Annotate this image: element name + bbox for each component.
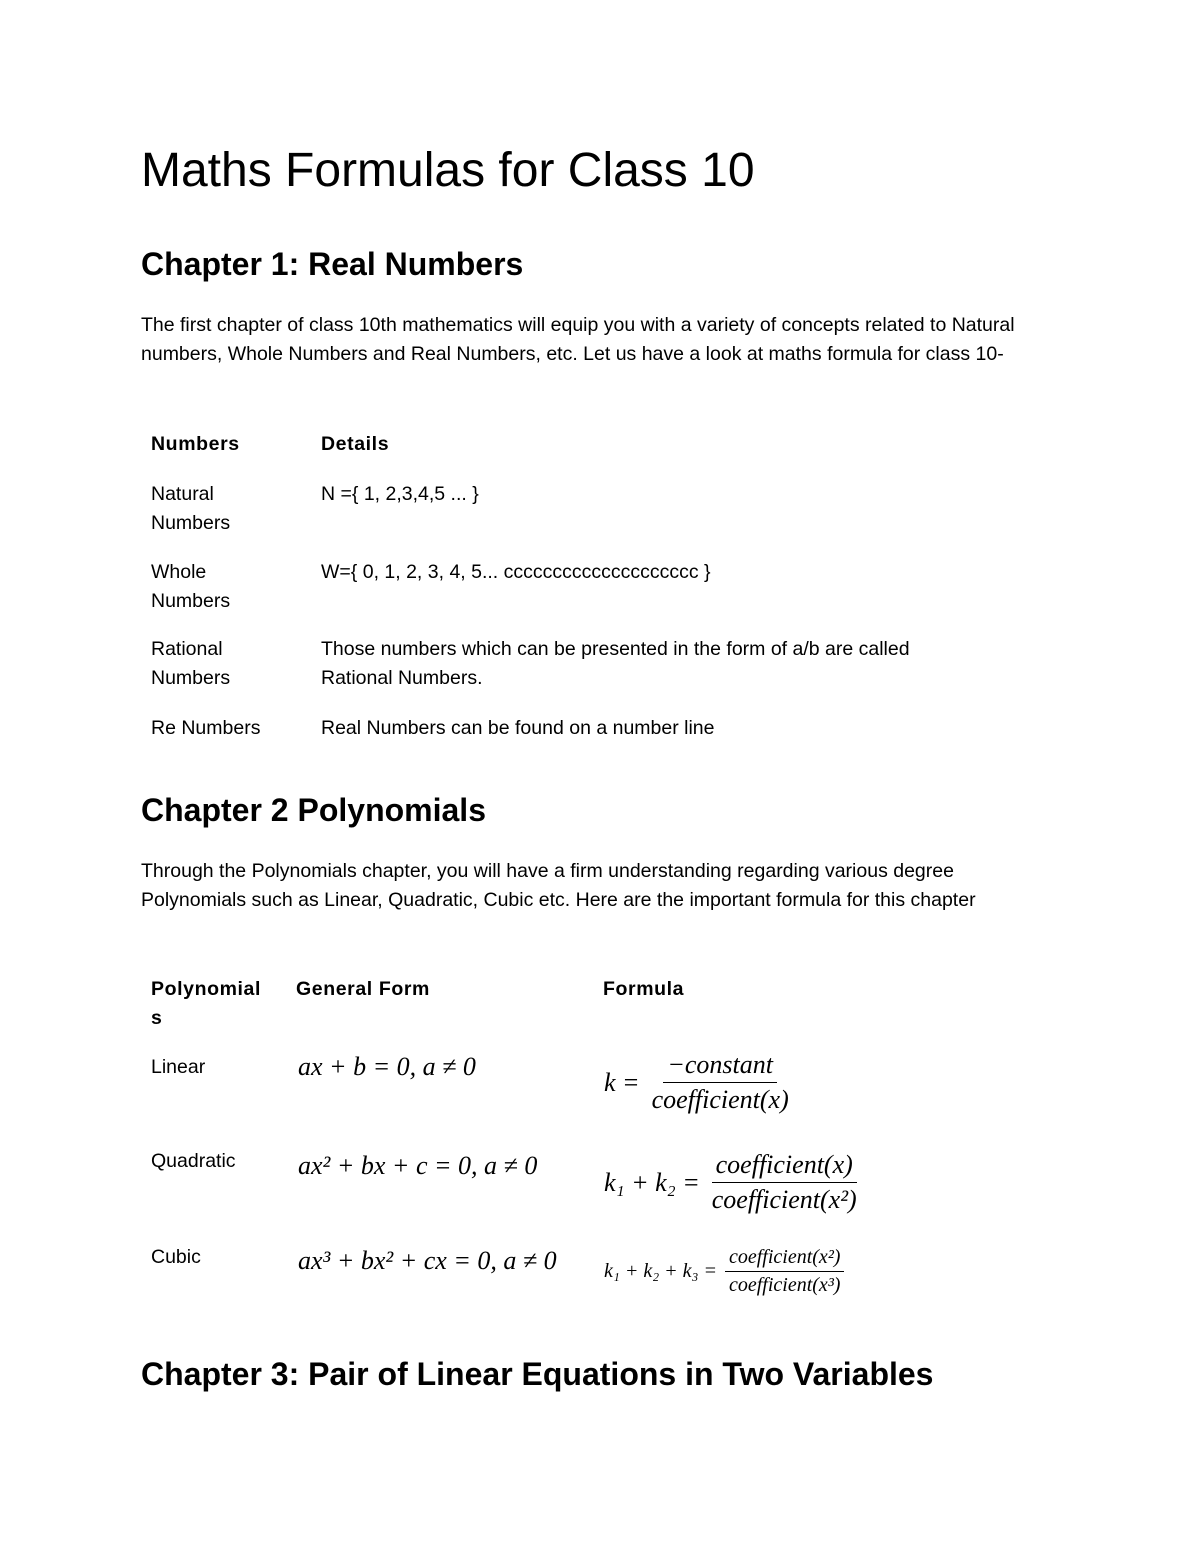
table-row-name: Quadratic <box>151 1150 236 1172</box>
table-row-name: Linear <box>151 1056 206 1078</box>
chapter-1-heading: Chapter 1: Real Numbers <box>141 246 524 282</box>
fraction-denominator: coefficient(x²) <box>711 1185 857 1214</box>
table-header-details: Details <box>321 433 390 455</box>
page-title: Maths Formulas for Class 10 <box>141 144 755 197</box>
table-row-name: Cubic <box>151 1246 201 1268</box>
fraction <box>725 1246 844 1297</box>
table-header-general-form: General Form <box>296 978 430 1000</box>
table-row-detail: W={ 0, 1, 2, 3, 4, 5... cccccccccccccccccccc } <box>321 561 711 583</box>
table-header-numbers: Numbers <box>151 433 240 455</box>
formula-quadratic <box>604 1150 861 1215</box>
fraction <box>708 1150 861 1215</box>
table-header-polynomials: Polynomial s <box>151 978 262 1029</box>
table-row-name: Whole Numbers <box>151 561 231 612</box>
fraction-numerator: coefficient(x²) <box>725 1246 844 1272</box>
chapter-2-intro: Through the Polynomials chapter, you will have a firm understanding regarding various degree Polynomials such as Linear, Quadratic, Cubic etc. Here are the important formula for this chapter <box>141 860 976 911</box>
fraction-denominator: coefficient(x) <box>651 1085 789 1114</box>
formula-lhs: k₁ + k₂ + k₃ = <box>604 1260 717 1282</box>
general-form-linear: ax + b = 0, a ≠ 0 <box>298 1052 476 1081</box>
chapter-3-heading: Chapter 3: Pair of Linear Equations in Two Variables <box>141 1356 934 1392</box>
formula-linear <box>604 1050 793 1115</box>
chapter-1-intro: The first chapter of class 10th mathematics will equip you with a variety of concepts related to Natural numbers, Whole Numbers and Real Numbers, etc. Let us have a look at maths formula for class 10- <box>141 314 1015 365</box>
table-row-name: Natural Numbers <box>151 483 231 534</box>
table-row-detail: N ={ 1, 2,3,4,5 ... } <box>321 483 479 505</box>
fraction-denominator: coefficient(x³) <box>728 1274 841 1296</box>
formula-lhs: k₁ + k₂ = <box>604 1167 700 1197</box>
chapter-2-heading: Chapter 2 Polynomials <box>141 792 486 828</box>
table-row-name: Re Numbers <box>151 717 261 739</box>
fraction <box>648 1050 793 1115</box>
table-row-detail: Those numbers which can be presented in the form of a/b are called Rational Numbers. <box>321 638 910 689</box>
formula-cubic <box>604 1246 844 1297</box>
general-form-quadratic: ax² + bx + c = 0, a ≠ 0 <box>298 1151 538 1180</box>
fraction-numerator: coefficient(x) <box>712 1150 857 1183</box>
formula-lhs: k = <box>604 1067 640 1097</box>
table-row-name: Rational Numbers <box>151 638 231 689</box>
fraction-numerator: −constant <box>663 1050 777 1083</box>
table-header-formula: Formula <box>603 978 685 1000</box>
table-row-detail: Real Numbers can be found on a number line <box>321 717 715 739</box>
general-form-cubic: ax³ + bx² + cx = 0, a ≠ 0 <box>298 1246 557 1275</box>
